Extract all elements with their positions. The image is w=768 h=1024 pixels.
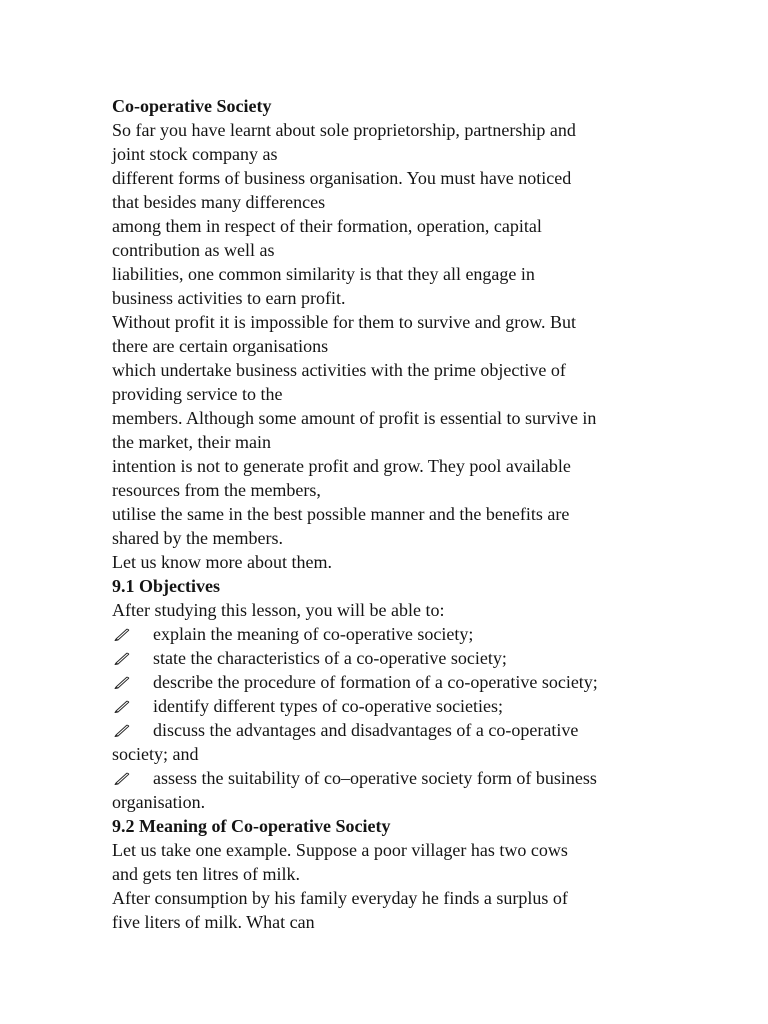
objective-item	[112, 718, 672, 742]
meaning-line: Let us take one example. Suppose a poor villager has two cows	[112, 840, 568, 860]
objective-text-continued: society; and	[112, 744, 199, 764]
pencil-icon	[114, 675, 130, 689]
objective-item	[112, 622, 672, 646]
objective-text-continued: organisation.	[112, 792, 206, 812]
pencil-icon	[114, 627, 130, 641]
intro-line: Without profit it is impossible for them to survive and grow. But	[112, 312, 577, 332]
document-body	[112, 94, 672, 934]
intro-line: which undertake business activities with the prime objective of	[112, 360, 566, 380]
objective-text: describe the procedure of formation of a co-operative society;	[153, 672, 598, 692]
objective-text: explain the meaning of co-operative society;	[153, 624, 474, 644]
intro-line: joint stock company as	[112, 144, 278, 164]
intro-line: members. Although some amount of profit is essential to survive in	[112, 408, 597, 428]
intro-line: So far you have learnt about sole proprietorship, partnership and	[112, 120, 576, 140]
intro-line: there are certain organisations	[112, 336, 329, 356]
objective-text: assess the suitability of co–operative society form of business	[153, 768, 597, 788]
intro-line: different forms of business organisation. You must have noticed	[112, 168, 572, 188]
intro-line: providing service to the	[112, 384, 283, 404]
objective-item	[112, 766, 672, 790]
objective-text: state the characteristics of a co-operative society;	[153, 648, 507, 668]
meaning-line: five liters of milk. What can	[112, 912, 315, 932]
document-title: Co-operative Society	[112, 96, 272, 116]
intro-line: that besides many differences	[112, 192, 326, 212]
meaning-heading: 9.2 Meaning of Co-operative Society	[112, 816, 391, 836]
pencil-icon	[114, 699, 130, 713]
objectives-list	[112, 622, 672, 814]
objective-text: identify different types of co-operative societies;	[153, 696, 504, 716]
objective-item	[112, 646, 672, 670]
pencil-icon	[114, 771, 130, 785]
pencil-icon	[114, 651, 130, 665]
intro-line: among them in respect of their formation, operation, capital	[112, 216, 542, 236]
intro-line: Let us know more about them.	[112, 552, 332, 572]
intro-line: business activities to earn profit.	[112, 288, 346, 308]
meaning-line: and gets ten litres of milk.	[112, 864, 300, 884]
intro-line: resources from the members,	[112, 480, 321, 500]
intro-line: intention is not to generate profit and grow. They pool available	[112, 456, 571, 476]
intro-paragraph	[112, 118, 672, 574]
objectives-lead: After studying this lesson, you will be able to:	[112, 600, 445, 620]
intro-line: liabilities, one common similarity is that they all engage in	[112, 264, 535, 284]
intro-line: contribution as well as	[112, 240, 275, 260]
intro-line: shared by the members.	[112, 528, 283, 548]
meaning-paragraph	[112, 838, 672, 934]
objectives-heading: 9.1 Objectives	[112, 576, 220, 596]
objective-item	[112, 694, 672, 718]
intro-line: the market, their main	[112, 432, 271, 452]
objective-text: discuss the advantages and disadvantages of a co-operative	[153, 720, 579, 740]
objective-item	[112, 670, 672, 694]
meaning-line: After consumption by his family everyday he finds a surplus of	[112, 888, 568, 908]
pencil-icon	[114, 723, 130, 737]
intro-line: utilise the same in the best possible manner and the benefits are	[112, 504, 570, 524]
